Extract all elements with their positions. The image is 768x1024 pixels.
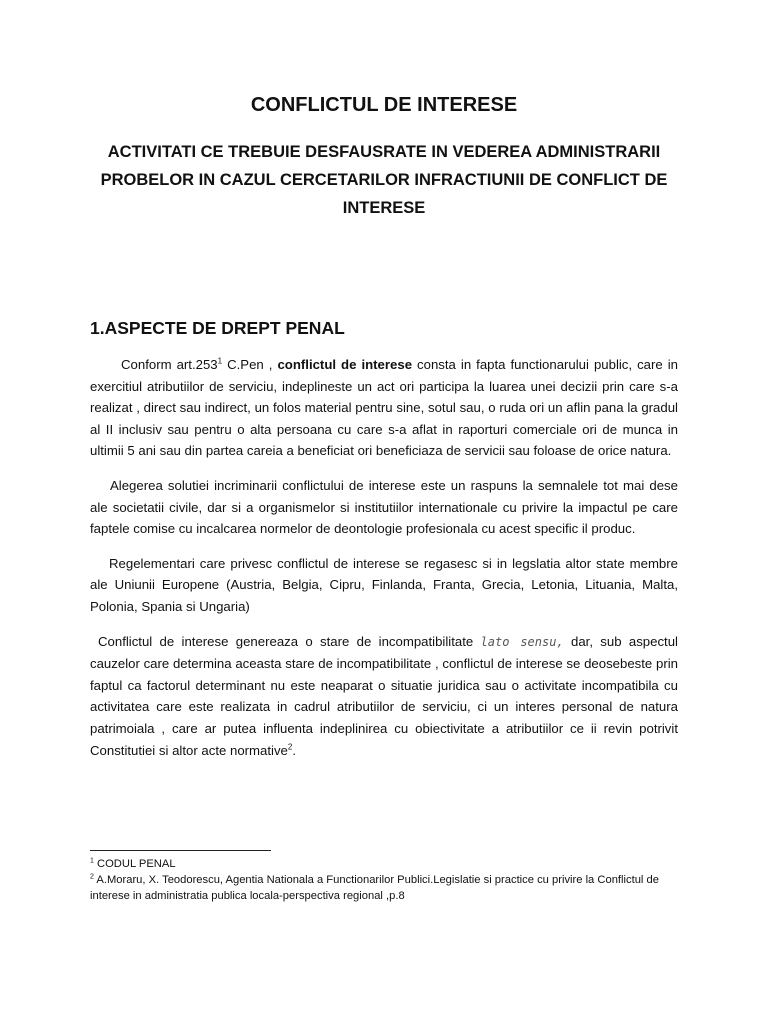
footnote-2-text: A.Moraru, X. Teodorescu, Agentia Nationala a Functionarilor Publici.Legislatie si practice cu privire la Conflictul de interese in administratia publica locala-perspectiva regional ,p.8 <box>90 874 659 902</box>
paragraph-3: Regelementari care privesc conflictul de interese se regasesc si in legslatia altor state membre ale Uniunii Europene (Austria, Belgia, Cipru, Finlanda, Franta, Grecia, Letonia, Lituania, Malta, Polonia, Spania si Ungaria) <box>90 555 678 614</box>
footnote-2 <box>90 872 690 904</box>
paragraph-1-rest: consta in fapta functionarului public, care in exercitiul atributiilor de serviciu, indeplineste un act ori participa la luarea unei decizii prin care s-a realizat , direct sau indirect, un folos material pentru sine, sotul sau, o ruda ori un aflin pana la gradul al II inclusiv sau pentru o alta persoana cu care s-a aflat in raporturi comerciale ori de munca in ultimii 5 ani sau din partea careia a beneficiat ori beneficiaza de servicii sau foloase de orice natura. <box>90 357 678 459</box>
footnote-ref-1: 1 <box>217 356 223 366</box>
paragraph-2: Alegerea solutiei incriminarii conflictului de interese este un raspuns la semnalele tot mai dese ale societatii civile, dar si a organismelor si institutiilor internationale cu privire la impactul pe care faptele comise cu incalcarea normelor de deontologie profesionala cu acest specific il produc. <box>90 477 678 537</box>
paragraph-1 <box>90 354 678 462</box>
footnote-divider <box>90 850 271 851</box>
paragraph-4-lead: Conflictul de interese genereaza o stare de incompatibilitate <box>98 633 481 649</box>
paragraph-4 <box>90 631 678 762</box>
paragraph-4-end: . <box>292 742 297 758</box>
footnotes <box>90 856 690 904</box>
latin-phrase: lato sensu, <box>480 634 564 649</box>
document-title: CONFLICTUL DE INTERESE <box>250 94 518 116</box>
footnote-1 <box>90 856 690 872</box>
footnote-1-number: 1 <box>90 857 94 865</box>
paragraph-1-lead: Conform art.253 <box>121 357 218 372</box>
document-subtitle: ACTIVITATI CE TREBUIE DESFAUSRATE IN VEDEREA ADMINISTRARII PROBELOR IN CAZUL CERCETARILOR INFRACTIUNII DE CONFLICT DE INTERESE <box>100 143 668 217</box>
paragraph-4-rest: dar, sub aspectul cauzelor care determina aceasta stare de incompatibilitate , conflictul de interese se deosebeste prin faptul ca factorul determinant nu este neaparat o situatie juridica sau o activitate incompatibila cu activitatea care este realizata in cadrul atributiilor de serviciu, ci un interes personal de natura patrimoiala , care ar putea influenta indeplinirea cu obiectivitate a atributiilor ce ii revin potrivit Constitutiei si altor acte normative <box>90 633 678 758</box>
paragraph-1-code-ref: C.Pen , <box>222 357 278 372</box>
footnote-2-number: 2 <box>90 873 94 881</box>
footnote-ref-2: 2 <box>287 742 293 752</box>
document-body <box>90 354 678 774</box>
footnote-1-text: CODUL PENAL <box>93 858 176 870</box>
section-heading: 1.ASPECTE DE DREPT PENAL <box>90 318 345 338</box>
paragraph-1-bold-term: conflictul de interese <box>277 357 413 372</box>
